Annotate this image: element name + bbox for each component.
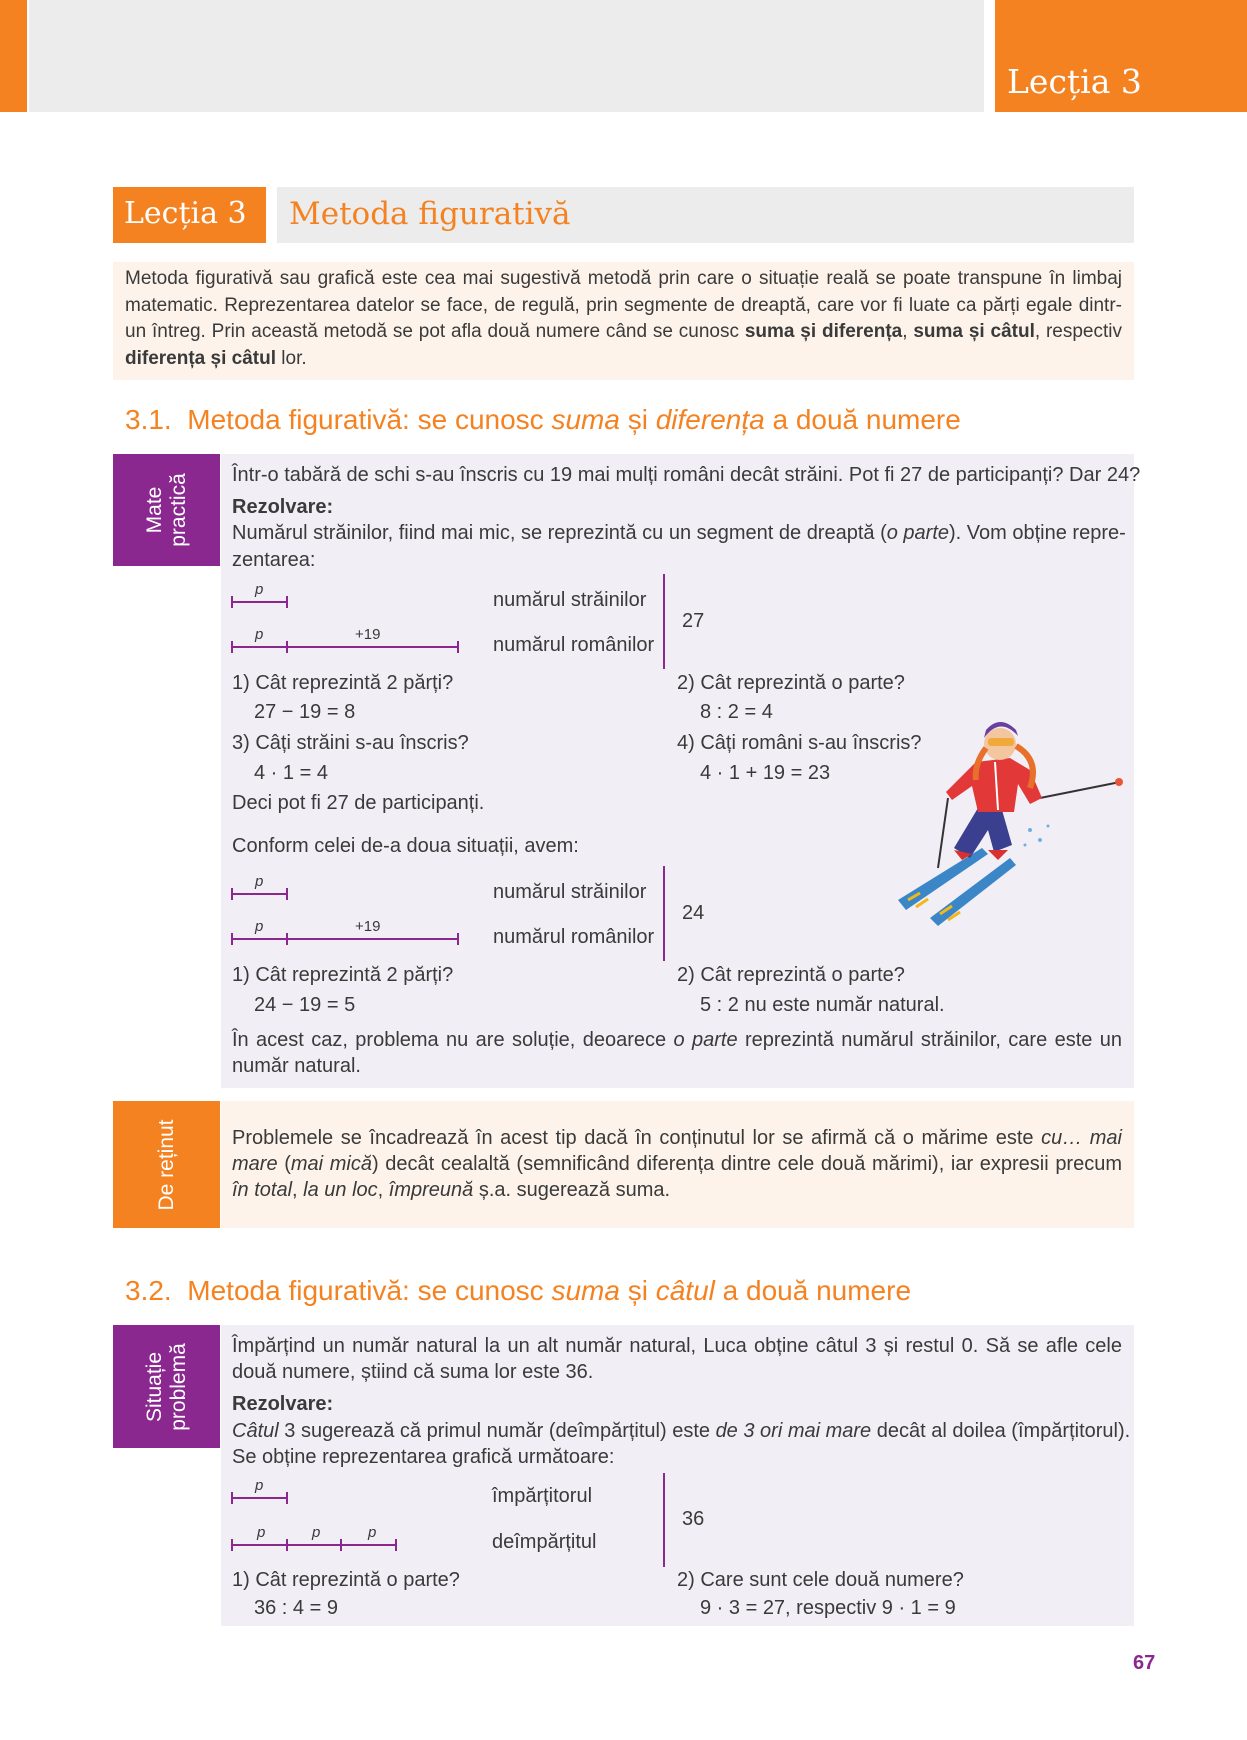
rez-2-t1: 3 sugerează că primul număr (deîmpărțitul) este [278,1420,716,1442]
tab-line-1: Mate [142,486,166,534]
ret-i2: mai mică [290,1153,372,1175]
section-2-title-end: a două numere [714,1275,912,1306]
diagram-a-p-top: p [255,581,264,598]
rez-2-t2: decât al doilea (împărțitorul). [871,1420,1131,1442]
tab-line-2: practică [166,473,190,547]
diagram-c-tick [340,1539,342,1551]
ret-t3: ) decât cealaltă (semnificând diferența dintre cele două mărimi), iar expresii precum [371,1153,1123,1175]
rez-2-i2: de 3 ori mai mare [715,1420,872,1442]
a1-text: 27 − 19 = 8 [254,701,356,723]
section-1-number: 3.1. [125,404,172,435]
final-t2: reprezintă numărul străinilor, care este un număr natural. [232,1029,1123,1077]
final-t1: În acest caz, problema nu are soluție, deoarece [232,1029,674,1051]
intro-bold-3: diferența și câtul [125,347,276,369]
diagram-c-label-bottom: deîmpărțitul [492,1531,597,1553]
final-statement [232,1027,1122,1079]
de-retinut-label: De reținut [154,1118,178,1211]
intro-box [113,262,1134,380]
diagram-b-p-bottom: p [255,918,264,935]
diagram-c-label-top: împărțitorul [492,1485,593,1507]
header-lesson-label: Lecția 3 [1007,62,1142,101]
ski-pole-left [938,798,948,868]
de-retinut-text [232,1125,1122,1203]
diagram-b-brace [663,866,665,961]
intro-text: Metoda figurativă sau grafică este cea mai sugestivă metodă prin care o situație reală se poate transpune în limbaj matematic. Reprezentarea datelor se face, de regulă, prin segmente de dreaptă, care vor fi luate ca părți egale dintr-un întreg. Prin această metodă se pot afla două numere când se cunosc [125,268,1122,342]
header-lesson-tab [995,0,1247,112]
intro-sep-2: , respectiv [1034,321,1123,342]
a2-text: 8 : 2 = 4 [700,701,773,723]
page-number: 67 [1133,1652,1156,1674]
section-1-title-and: și [619,404,656,435]
section-1-title-italic-2: diferența [655,404,765,435]
q2-text: 2) Cât reprezintă o parte? [677,672,905,694]
rezolvare-1-line2: zentarea: [232,549,316,571]
section-2-title-italic-1: suma [551,1275,620,1306]
diagram-b-segment-strainii [231,893,288,895]
q1-text: 1) Cât reprezintă 2 părți? [232,672,454,694]
a4-text: 4 · 1 + 19 = 23 [700,762,831,784]
q8-text: 2) Care sunt cele două numere? [677,1569,964,1591]
diagram-b-tick [457,933,459,945]
section-1-title [125,404,961,436]
tab2-line-1: Situație [142,1351,166,1422]
intro-bold-2: suma și câtul [913,321,1035,342]
ski-pole-right [1040,782,1120,798]
rez-1-italic: o parte [886,522,950,544]
a7-text: 36 : 4 = 9 [254,1597,338,1619]
rezolvare-label-2-text: Rezolvare: [232,1393,334,1415]
de-retinut-tab [113,1101,220,1228]
ret-i1: cu… mai mare [232,1127,1123,1175]
ret-t2: ( [277,1153,291,1175]
section-1-title-end: a două numere [764,404,961,435]
skier-jacket [946,758,1042,812]
rezolvare-label-2 [232,1391,333,1417]
diagram-a-tick [457,641,459,653]
pole-grip-icon [1115,778,1123,786]
diagram-a-tick [286,596,288,608]
rezolvare-1-line1 [232,520,1126,546]
q5-text: 1) Cât reprezintă 2 părți? [232,964,454,986]
diagram-c-brace [663,1473,665,1567]
diagram-a-plus: +19 [355,626,381,643]
diagram-a-tick [286,641,288,653]
final-italic: o parte [673,1029,738,1051]
diagram-b-tick [286,933,288,945]
rezolvare-label-1 [232,494,333,520]
lesson-badge: Lecția 3 [113,187,266,243]
diagram-c-tick [395,1539,397,1551]
diagram-a-label-bottom: numărul românilor [493,634,655,656]
diagram-c-p2: p [312,1524,321,1541]
diagram-b-label-bottom: numărul românilor [493,926,655,948]
diagram-a-segment-romanii [231,646,459,648]
section-2-title-and: și [619,1275,656,1306]
intro-end: lor. [276,347,307,369]
section-2-number: 3.2. [125,1275,172,1306]
q6-text: 2) Cât reprezintă o parte? [677,964,905,986]
ret-i5: împreună [388,1179,474,1201]
diagram-c-tick [286,1539,288,1551]
second-case-text: Conform celei de-a doua situații, avem: [232,835,579,857]
intro-bold-1: suma și diferența [744,321,903,342]
a3-text: 4 · 1 = 4 [254,762,328,784]
header-band [29,0,984,112]
diagram-a-total: 27 [682,610,705,632]
diagram-c-p-top: p [255,1477,264,1494]
q7-text: 1) Cât reprezintă o parte? [232,1569,460,1591]
diagram-b-segment-romanii [231,938,459,940]
skier-illustration [890,700,1130,930]
diagram-c-segment-deimpartit [231,1544,397,1546]
section-1-title-text: Metoda figurativă: se cunosc [187,404,552,435]
diagram-a-segment-strainii [231,601,288,603]
diagram-b-label-top: numărul străinilor [493,881,647,903]
diagram-c-segment-impartitor [231,1497,288,1499]
diagram-c-p3: p [368,1524,377,1541]
section-2-title-italic-2: câtul [655,1275,715,1306]
section-2-title-text: Metoda figurativă: se cunosc [187,1275,552,1306]
diagram-b-plus: +19 [355,918,381,935]
a8-text: 9 · 3 = 27, respectiv 9 · 1 = 9 [700,1597,956,1619]
rezolvare-2-line2: Se obține reprezentarea grafică următoare: [232,1446,615,1468]
section-1-title-italic-1: suma [551,404,620,435]
ret-t6: ș.a. sugerează suma. [473,1179,671,1201]
rezolvare-label-1-text: Rezolvare: [232,496,334,518]
situatie-problema-tab [113,1325,220,1448]
conclusion-1: Deci pot fi 27 de participanți. [232,792,485,814]
rez-1-t1: Numărul străinilor, fiind mai mic, se reprezintă cu un segment de dreaptă ( [232,522,887,544]
ret-i4: la un loc [303,1179,378,1201]
intro-sep-1: , [902,321,914,342]
problem-1-text: Într-o tabără de schi s-au înscris cu 19 mai mulți români decât străini. Pot fi 27 de participanți? Dar 24? [232,464,1141,486]
a6-text: 5 : 2 nu este număr natural. [700,994,945,1016]
diagram-c-p1: p [257,1524,266,1541]
diagram-a-p-bottom: p [255,626,264,643]
snow-dots [1024,825,1050,847]
rezolvare-2-line1 [232,1418,1130,1444]
a5-text: 24 − 19 = 5 [254,994,356,1016]
lesson-title: Metoda figurativă [277,187,1134,243]
ret-i3: în total [232,1179,293,1201]
diagram-a-label-top: numărul străinilor [493,589,647,611]
ret-t4: , [292,1179,304,1201]
diagram-b-p-top: p [255,873,264,890]
rez-1-t2: ). Vom obține repre- [949,522,1126,544]
ret-t5: , [377,1179,389,1201]
mate-practica-tab [113,454,220,566]
diagram-c-total: 36 [682,1508,705,1530]
diagram-c-tick [286,1492,288,1504]
problem-2-text: Împărțind un număr natural la un alt număr natural, Luca obține câtul 3 și restul 0. Să se afle cele două numere, știind că suma lor este 36. [232,1335,1122,1383]
q4-text: 4) Câți români s-au înscris? [677,732,922,754]
diagram-b-tick [286,888,288,900]
q3-text: 3) Câți străini s-au înscris? [232,732,469,754]
section-2-title [125,1275,911,1307]
diagram-a-brace [663,574,665,669]
ret-t1: Problemele se încadrează în acest tip dacă în conținutul lor se afirmă că o mărime este [232,1127,1042,1149]
rez-2-i1: Câtul [232,1420,279,1442]
header-accent-bar [0,0,27,112]
diagram-b-total: 24 [682,902,705,924]
tab2-line-2: problemă [166,1342,190,1431]
